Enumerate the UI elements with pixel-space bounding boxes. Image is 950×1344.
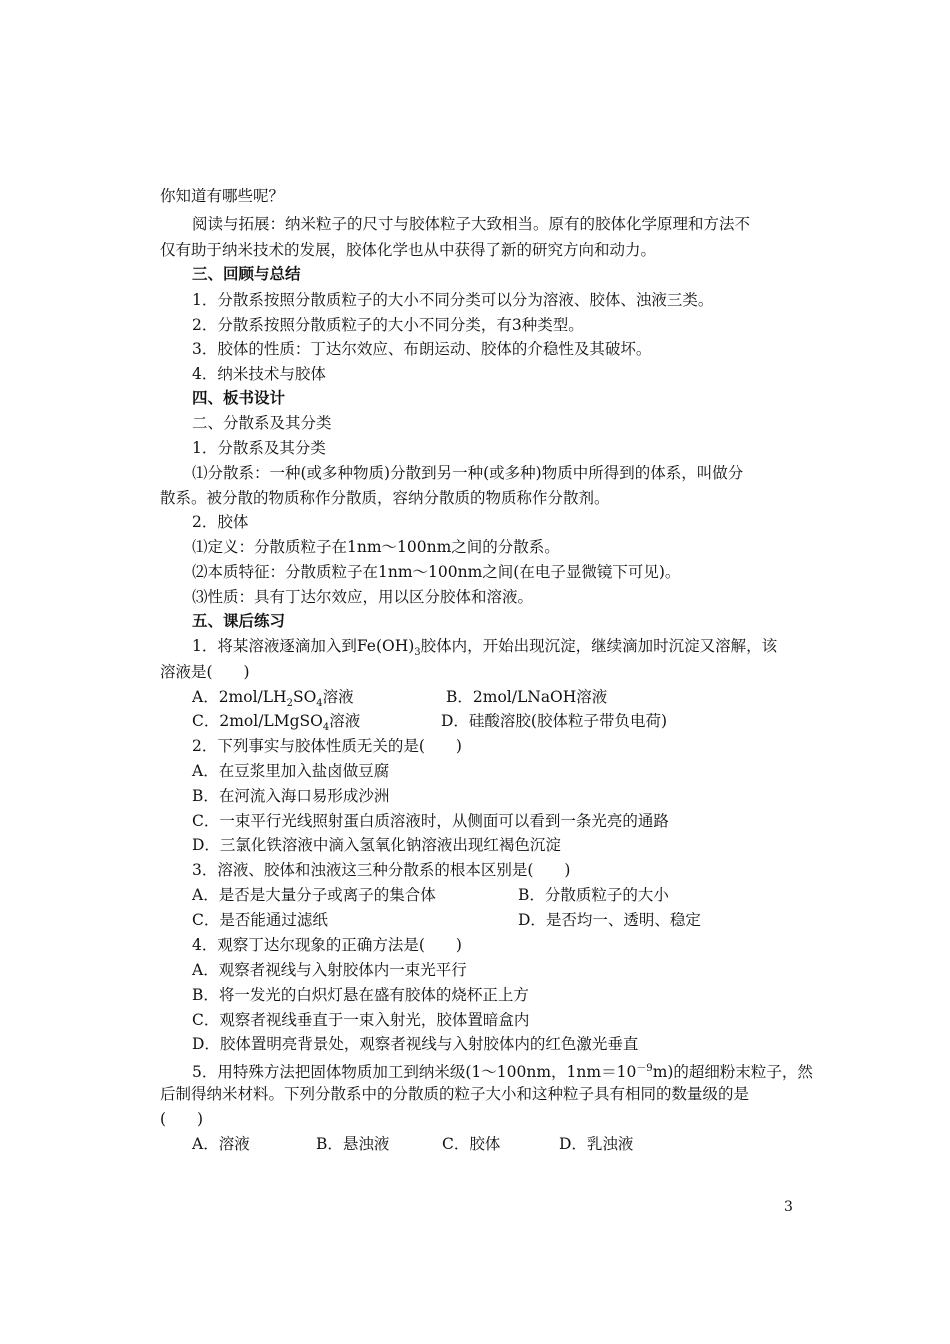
q3-option-c: C．是否能通过滤纸	[192, 911, 328, 929]
text-line: ⑴分散系：一种(或多种物质)分散到另一种(或多种)物质中所得到的体系，叫做分	[192, 464, 744, 482]
q3-option-d: D．是否均一、透明、稳定	[518, 911, 701, 929]
text-line: 3．胶体的性质：丁达尔效应、布朗运动、胶体的介稳性及其破坏。	[192, 340, 652, 358]
page-number: 3	[784, 1199, 793, 1215]
question-5: 5．用特殊方法把固体物质加工到纳米级(1～100nm，$1nm=10^{-9}m$)的超细粉末粒子，然	[192, 1063, 813, 1082]
q3-option-a: A．是否是大量分子或离子的集合体	[192, 886, 436, 904]
text-line: 仅有助于纳米技术的发展，胶体化学也从中获得了新的研究方向和动力。	[160, 241, 657, 259]
section-heading: 五、课后练习	[192, 611, 286, 630]
q2-option-c: C．一束平行光线照射蛋白质溶液时，从侧面可以看到一条光亮的通路	[192, 812, 669, 830]
q1-option-b: B．2mol/LNaOH溶液	[446, 688, 608, 706]
q4-option-a: A．观察者视线与入射胶体内一束光平行	[192, 961, 467, 979]
question-2: 2．下列事实与胶体性质无关的是( )	[192, 737, 462, 755]
text-line: 散系。被分散的物质称作分散质，容纳分散质的物质称作分散剂。	[160, 489, 610, 507]
q5-option-d: D．乳浊液	[559, 1135, 634, 1153]
text-line: ( )	[160, 1110, 204, 1128]
text-line: 2．胶体	[192, 513, 249, 531]
text-line: 4．纳米技术与胶体	[192, 365, 326, 383]
q1-option-d: D．硅酸溶胶(胶体粒子带负电荷)	[441, 712, 668, 730]
text-line: 阅读与拓展：纳米粒子的尺寸与胶体粒子大致相当。原有的胶体化学原理和方法不	[192, 215, 751, 233]
q3-option-b: B．分散质粒子的大小	[518, 886, 669, 904]
q2-option-d: D．三氯化铁溶液中滴入氢氧化钠溶液出现红褐色沉淀	[192, 836, 561, 854]
text-line: 后制得纳米材料。下列分散系中的分散质的粒子大小和这种粒子具有相同的数量级的是	[160, 1085, 750, 1103]
question-1: 1．将某溶液逐滴加入到$Fe(OH)_3$胶体内，开始出现沉淀，继续滴加时沉淀又溶解，该	[192, 637, 778, 659]
text-line: ⑶性质：具有丁达尔效应，用以区分胶体和溶液。	[192, 588, 534, 606]
q1-option-c: C．2mol/LMgSO$_4$溶液	[192, 712, 361, 734]
q5-option-b: B．悬浊液	[316, 1135, 390, 1153]
text-line: 溶液是( )	[160, 663, 250, 681]
text-line: 二、分散系及其分类	[192, 414, 332, 432]
text-line: 1．分散系按照分散质粒子的大小不同分类可以分为溶液、胶体、浊液三类。	[192, 291, 714, 309]
section-heading: 四、板书设计	[192, 388, 286, 407]
section-heading: 三、回顾与总结	[192, 264, 301, 283]
text-line: 2．分散系按照分散质粒子的大小不同分类，有3种类型。	[192, 316, 584, 334]
q2-option-a: A．在豆浆里加入盐卤做豆腐	[192, 762, 390, 780]
text-line: 你知道有哪些呢？	[160, 187, 285, 205]
q2-option-b: B．在河流入海口易形成沙洲	[192, 787, 390, 805]
text-line: ⑵本质特征：分散质粒子在1nm～100nm之间(在电子显微镜下可见)。	[192, 563, 681, 581]
q4-option-c: C．观察者视线垂直于一束入射光，胶体置暗盒内	[192, 1011, 530, 1029]
question-4: 4．观察丁达尔现象的正确方法是( )	[192, 936, 462, 954]
text-line: ⑴定义：分散质粒子在1nm～100nm之间的分散系。	[192, 538, 560, 556]
q5-option-a: A．溶液	[192, 1135, 250, 1153]
q4-option-b: B．将一发光的白炽灯悬在盛有胶体的烧杯正上方	[192, 986, 529, 1004]
text-line: 1．分散系及其分类	[192, 439, 326, 457]
question-3: 3．溶液、胶体和浊液这三种分散系的根本区别是( )	[192, 861, 571, 879]
q4-option-d: D．胶体置明亮背景处，观察者视线与入射胶体内的红色激光垂直	[192, 1035, 639, 1053]
q5-option-c: C．胶体	[442, 1135, 501, 1153]
q1-option-a: A．$2mol/LH_2SO_4$溶液	[192, 688, 354, 710]
